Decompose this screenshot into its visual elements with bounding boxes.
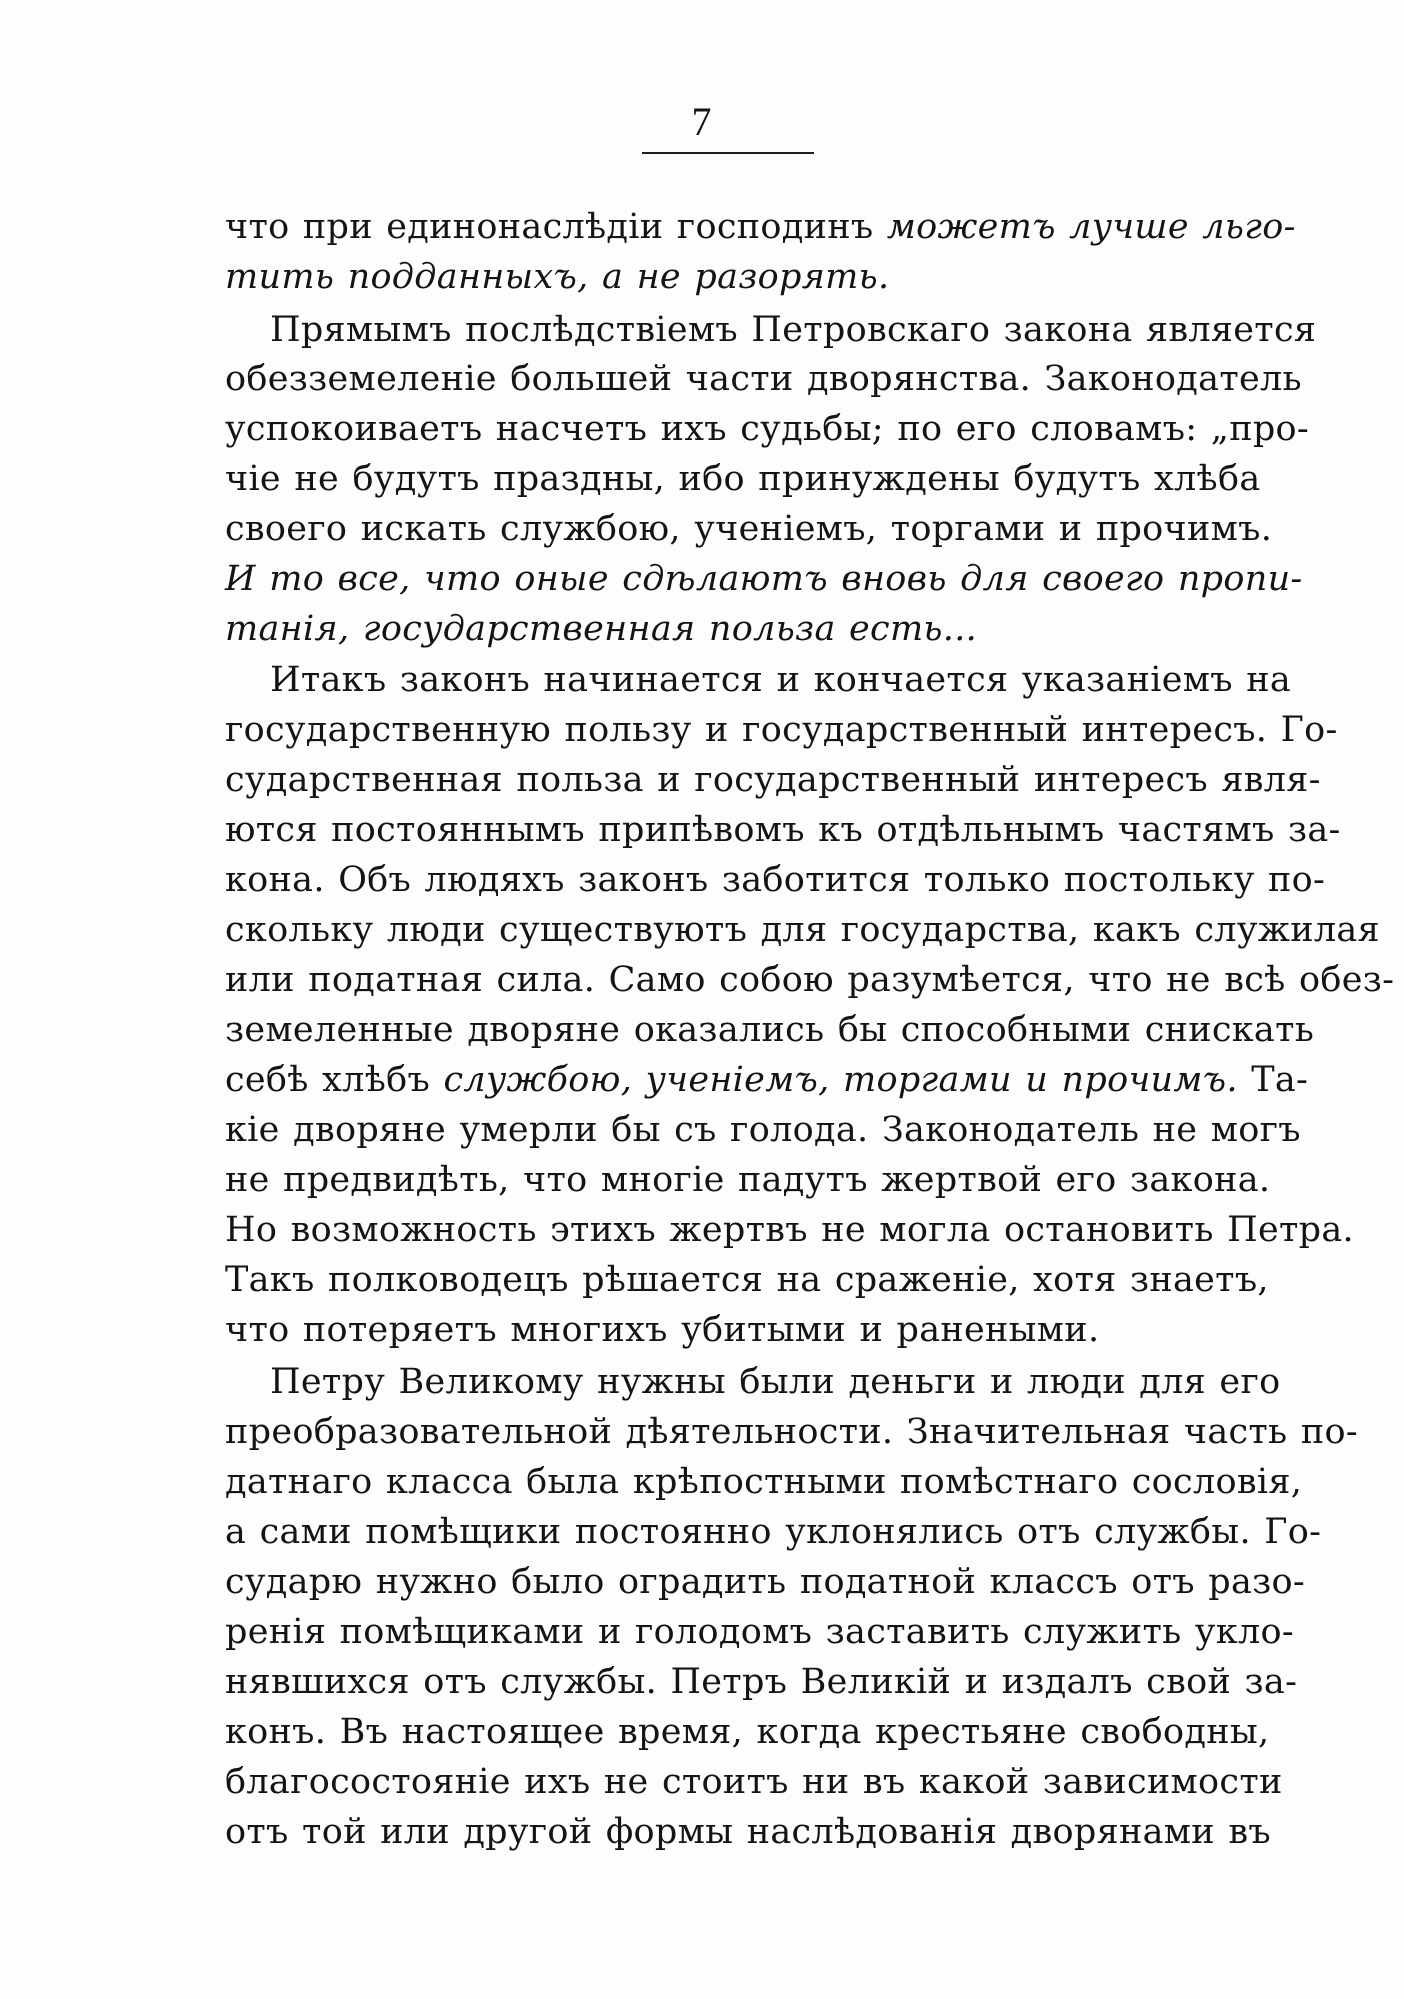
text-segment: ются постояннымъ припѣвомъ къ отдѣльнымъ частямъ за- (225, 810, 1341, 850)
text-segment: Та- (1237, 1060, 1309, 1100)
text-segment: чіе не будутъ праздны, ибо принуждены будутъ хлѣба (225, 459, 1261, 499)
text-segment: что при единонаслѣдіи господинъ (225, 207, 887, 247)
text-segment: земеленные дворяне оказались бы способными снискать (225, 1010, 1315, 1050)
text-segment: благосостояніе ихъ не стоитъ ни въ какой зависимости (225, 1762, 1283, 1802)
text-line (225, 247, 1230, 307)
italic-text-segment: танія, государственная польза есть... (225, 609, 978, 649)
text-segment: скольку люди существуютъ для государства, какъ служилая (225, 910, 1380, 950)
text-segment: Петру Великому нужны были деньги и люди для его (270, 1362, 1281, 1402)
text-segment: или податная сила. Само собою разумѣется, что не всѣ обез- (225, 960, 1395, 1000)
text-segment: Такъ полководецъ рѣшается на сраженіе, хотя знаетъ, (225, 1260, 1269, 1300)
page-header (0, 100, 1404, 144)
italic-text-segment: И то все, что оные сдѣлаютъ вновь для своего пропи- (225, 559, 1303, 599)
text-segment: кіе дворяне умерли бы съ голода. Законодатель не могъ (225, 1110, 1301, 1150)
text-segment: преобразовательной дѣятельности. Значительная часть по- (225, 1412, 1358, 1452)
italic-text-segment: тить подданныхъ, а не разорять. (225, 257, 890, 297)
text-segment: Прямымъ послѣдствіемъ Петровскаго закона является (270, 310, 1317, 350)
text-segment: себѣ хлѣбъ (225, 1060, 444, 1100)
text-segment: отъ той или другой формы наслѣдованія дворянами въ (225, 1812, 1271, 1852)
text-segment: кона. Объ людяхъ законъ заботится только постольку по- (225, 860, 1326, 900)
text-segment: сударственная польза и государственный интересъ явля- (225, 760, 1321, 800)
text-segment: что потеряетъ многихъ убитыми и ранеными. (225, 1310, 1100, 1350)
text-segment: датнаго класса была крѣпостными помѣстнаго сословія, (225, 1462, 1303, 1502)
text-line (225, 1300, 1230, 1360)
italic-text-segment: службою, ученіемъ, торгами и прочимъ. (443, 1060, 1238, 1100)
text-segment: обезземеленіе большей части дворянства. Законодатель (225, 359, 1302, 399)
text-line (225, 1802, 1271, 1862)
text-segment: успокоиваетъ насчетъ ихъ судьбы; по его словамъ: „про- (225, 409, 1310, 449)
text-segment: Но возможность этихъ жертвъ не могла остановить Петра. (225, 1210, 1354, 1250)
text-segment: государственную пользу и государственный интересъ. Го- (225, 710, 1338, 750)
page-number: 7 (691, 99, 713, 144)
text-segment: нявшихся отъ службы. Петръ Великій и издалъ свой за- (225, 1662, 1298, 1702)
text-segment: Итакъ законъ начинается и кончается указаніемъ на (270, 660, 1292, 700)
text-segment: конъ. Въ настоящее время, когда крестьяне свободны, (225, 1712, 1270, 1752)
text-segment: не предвидѣть, что многіе падутъ жертвой его закона. (225, 1160, 1271, 1200)
text-segment: своего искать службою, ученіемъ, торгами и прочимъ. (225, 509, 1273, 549)
text-segment: сударю нужно было оградить податной классъ отъ разо- (225, 1562, 1306, 1602)
header-rule (642, 152, 814, 154)
text-segment: ренія помѣщиками и голодомъ заставить служить укло- (225, 1612, 1295, 1652)
text-segment: а сами помѣщики постоянно уклонялись отъ службы. Го- (225, 1512, 1322, 1552)
italic-text-segment: можетъ лучше льго- (886, 207, 1296, 247)
